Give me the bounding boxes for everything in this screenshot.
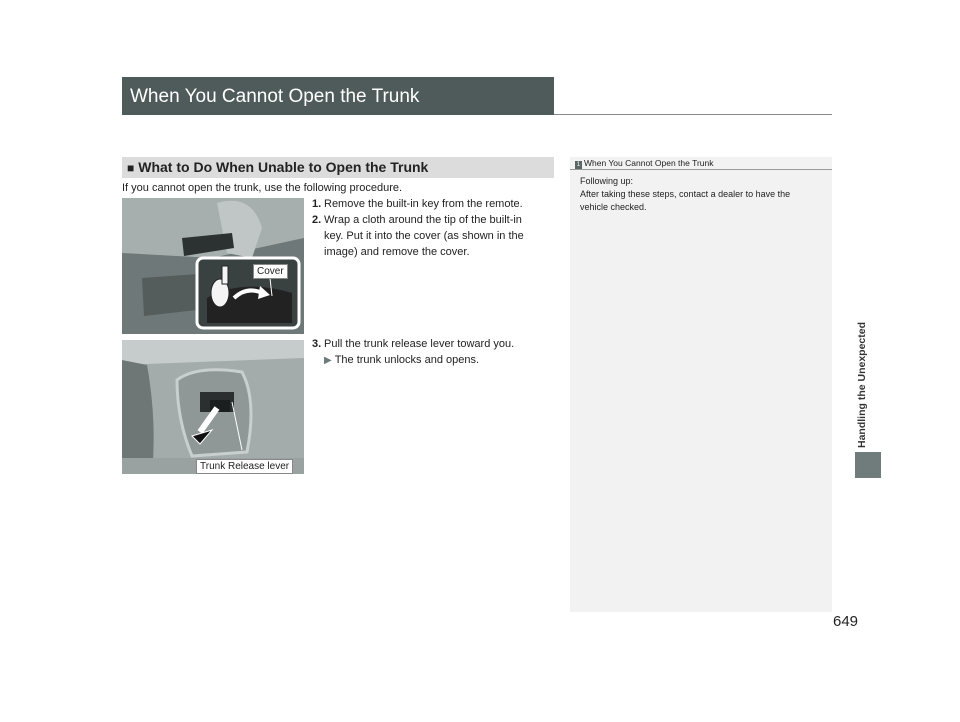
step-1: 1. Remove the built-in key from the remote. [312,198,523,210]
section-tab-block [855,452,881,478]
page-number: 649 [833,613,859,630]
note-heading: 1 When You Cannot Open the Trunk [576,158,714,168]
intro-text: If you cannot open the trunk, use the following procedure. [122,182,403,194]
callout-trunk-release-lever: Trunk Release lever [196,459,293,474]
lever-photo [122,340,304,474]
note-rule [570,169,832,170]
page-title: When You Cannot Open the Trunk [130,86,420,107]
square-marker-icon: ■ [127,161,135,175]
note-body: Following up: After taking these steps, contact a dealer to have the vehicle checked. [580,176,791,212]
note-badge: 1 [576,162,581,168]
step-2: 2. Wrap a cloth around the tip of the built-in key. Put it into the cover (as shown in the image) and remove the cover. [312,214,524,258]
note-sidebar [570,157,832,612]
subheading [127,159,428,175]
title-rule [554,114,832,115]
section-side-label: Handling the Unexpected [856,321,868,448]
step-3-result: ▶ The trunk unlocks and opens. [324,354,480,366]
triangle-right-icon: ▶ [324,355,332,366]
subheading-text: What to Do When Unable to Open the Trunk [138,159,429,175]
callout-cover: Cover [253,264,288,279]
step-3: 3. Pull the trunk release lever toward you. ▶ The trunk unlocks and opens. [312,336,552,369]
